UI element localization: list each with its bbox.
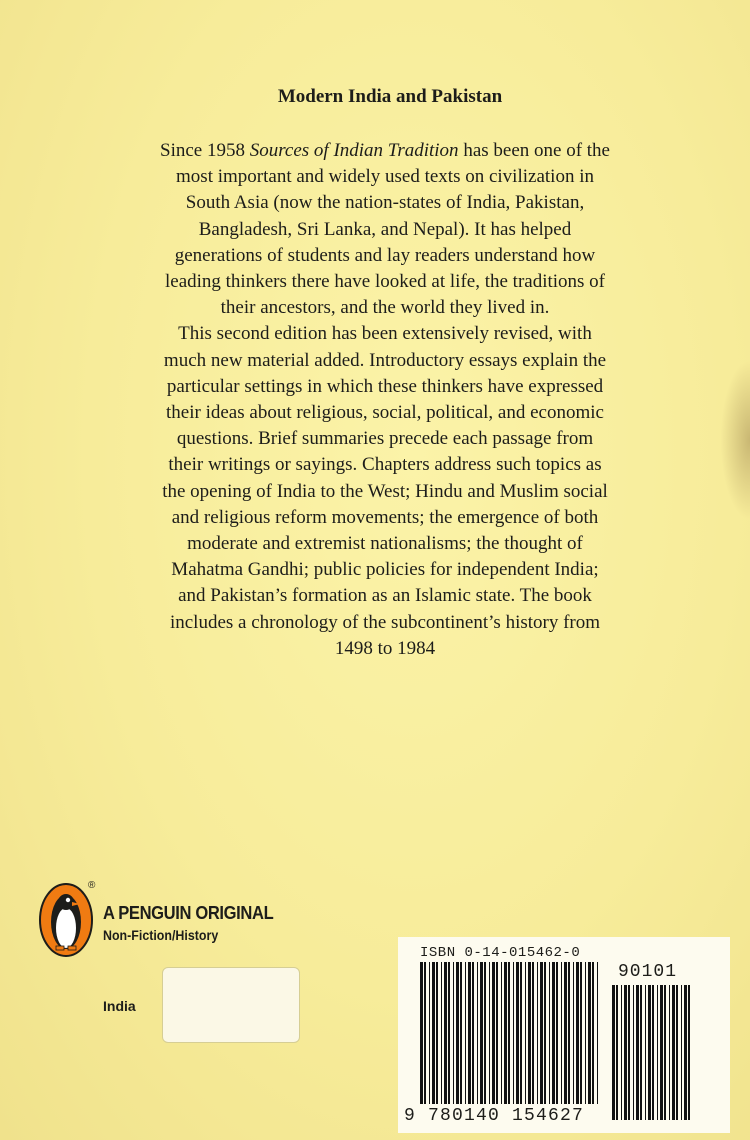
blurb-text: Mahatma Gandhi; public policies for independent India; <box>171 559 599 581</box>
barcode-bar <box>436 962 438 1104</box>
barcode-bar <box>420 962 423 1104</box>
blurb-text: South Asia (now the nation-states of India, Pakistan, <box>185 192 585 214</box>
blurb-text: and religious reform movements; the emergence of both <box>171 506 599 528</box>
barcode-bar <box>432 962 435 1104</box>
blurb-text: their writings or sayings. Chapters address such topics as <box>168 454 602 476</box>
barcode-bar <box>592 962 594 1104</box>
barcode-bar <box>552 962 555 1104</box>
barcode-bar <box>556 962 558 1104</box>
barcode-bar <box>652 985 654 1120</box>
barcode-bar <box>549 962 550 1104</box>
barcode-bar <box>672 985 675 1120</box>
barcode-bar <box>492 962 495 1104</box>
isbn-text: ISBN 0-14-015462-0 <box>420 945 581 961</box>
barcode-bar <box>636 985 639 1120</box>
barcode-bar <box>648 985 651 1120</box>
barcode-bar <box>561 962 562 1104</box>
barcode-ean-digits: 9 780140 154627 <box>404 1106 585 1126</box>
barcode-bar <box>520 962 522 1104</box>
barcode-bar <box>537 962 538 1104</box>
barcode-bar <box>429 962 430 1104</box>
blurb-text: has been one of the <box>458 140 610 161</box>
barcode-bar <box>688 985 690 1120</box>
barcode-bar <box>480 962 483 1104</box>
barcode-bar <box>664 985 666 1120</box>
barcode-bar <box>628 985 630 1120</box>
barcode-bar <box>588 962 591 1104</box>
barcode-bar <box>564 962 567 1104</box>
barcode-bar <box>484 962 486 1104</box>
barcode-bar <box>477 962 478 1104</box>
blurb-text: much new material added. Introductory essays explain the <box>163 349 607 371</box>
blurb-text: 1498 to 1984 <box>334 637 436 659</box>
barcode-bar <box>504 962 507 1104</box>
blurb-text: particular settings in which these thinkers have expressed <box>166 375 604 397</box>
barcode-bar <box>525 962 526 1104</box>
blurb-text: most important and widely used texts on civilization in <box>176 166 594 188</box>
barcode-bar <box>448 962 450 1104</box>
barcode-bar <box>513 962 514 1104</box>
barcode-bar <box>624 985 627 1120</box>
barcode-bar <box>453 962 454 1104</box>
barcode-bar <box>676 985 678 1120</box>
barcode-bar <box>496 962 498 1104</box>
blurb-text: Since 1958 <box>160 140 250 161</box>
barcode-bar <box>657 985 658 1120</box>
barcode-bar <box>597 962 598 1104</box>
barcode-bar <box>456 962 459 1104</box>
barcode-bar <box>465 962 466 1104</box>
barcode-bar <box>621 985 622 1120</box>
blurb-text: and Pakistan’s formation as an Islamic state. The book <box>178 585 592 607</box>
barcode-bar <box>516 962 519 1104</box>
barcode-bar <box>489 962 490 1104</box>
imprint-label: A PENGUIN ORIGINAL <box>103 903 274 923</box>
blurb-text: their ancestors, and the world they lived in. <box>220 297 550 319</box>
barcode-bar <box>684 985 687 1120</box>
barcode-bar <box>612 985 615 1120</box>
blurb-text: questions. Brief summaries precede each passage from <box>176 428 594 450</box>
barcode-bar <box>528 962 531 1104</box>
blurb-text: includes a chronology of the subcontinent’s history from <box>169 611 601 633</box>
barcode-bar <box>424 962 426 1104</box>
barcode-bar <box>633 985 634 1120</box>
book-title: Sources of Indian Tradition <box>249 140 459 161</box>
barcode-addon-digits: 90101 <box>618 962 678 982</box>
barcode-bar <box>660 985 663 1120</box>
blurb-text: Bangladesh, Sri Lanka, and Nepal). It has helped <box>198 218 572 240</box>
barcode-bar <box>681 985 682 1120</box>
barcode-bar <box>616 985 618 1120</box>
barcode-bar <box>669 985 670 1120</box>
barcode-bar <box>568 962 570 1104</box>
blurb-text: This second edition has been extensively revised, with <box>178 323 592 345</box>
barcode-bar <box>576 962 579 1104</box>
barcode-bar <box>580 962 582 1104</box>
barcode-bar <box>444 962 447 1104</box>
barcode-bar <box>441 962 442 1104</box>
barcode-bar <box>460 962 462 1104</box>
barcode-bar <box>508 962 510 1104</box>
barcode-bar <box>645 985 646 1120</box>
barcode-bar <box>544 962 546 1104</box>
barcode-bar <box>573 962 574 1104</box>
blurb-text: moderate and extremist nationalisms; the thought of <box>187 533 583 555</box>
category-label: Non-Fiction/History <box>103 928 219 943</box>
barcode-bar <box>472 962 474 1104</box>
book-section-heading: Modern India and Pakistan <box>277 86 503 107</box>
barcode-bar <box>540 962 543 1104</box>
registered-mark: ® <box>88 880 96 891</box>
blurb-text: generations of students and lay readers understand how <box>174 244 596 266</box>
blurb-text: leading thinkers there have looked at life, the traditions of <box>164 271 606 293</box>
barcode-bar <box>468 962 471 1104</box>
barcode-bar <box>532 962 534 1104</box>
barcode-bar <box>585 962 586 1104</box>
blurb-text: the opening of India to the West; Hindu and Muslim social <box>162 480 608 502</box>
blurb-text: their ideas about religious, social, political, and economic <box>166 402 604 424</box>
barcode-bar <box>640 985 642 1120</box>
barcode-bar <box>501 962 502 1104</box>
country-label: India <box>103 998 136 1014</box>
